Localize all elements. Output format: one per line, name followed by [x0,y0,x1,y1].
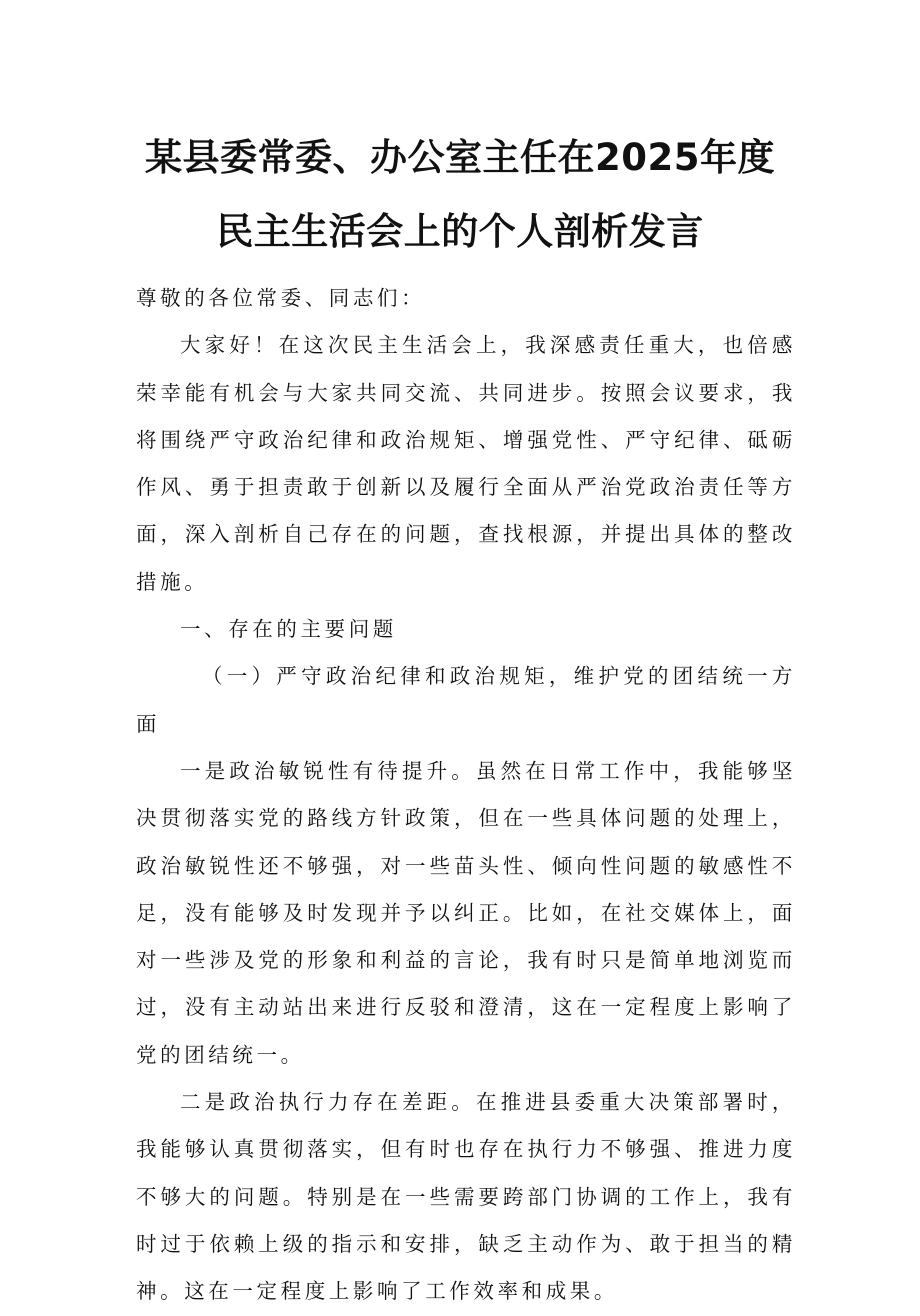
paragraph-point-1: 一是政治敏锐性有待提升。虽然在日常工作中，我能够坚决贯彻落实党的路线方针政策，但在一些具体问题的处理上，政治敏锐性还不够强，对一些苗头性、倾向性问题的敏感性不足，没有能够及时发现并予以纠正。比如，在社交媒体上，面对一些涉及党的形象和利益的言论，我有时只是简单地浏览而过，没有主动站出来进行反驳和澄清，这在一定程度上影响了党的团结统一。 [136,758,796,1067]
greeting: 尊敬的各位常委、同志们： [136,286,426,310]
paragraph-intro: 大家好！在这次民主生活会上，我深感责任重大，也倍感荣幸能有机会与大家共同交流、共同进步。按照会议要求，我将围绕严守政治纪律和政治规矩、增强党性、严守纪律、砥砺作风、勇于担责敢于创新以及履行全面从严治党政治责任等方面，深入剖析自己存在的问题，查找根源，并提出具体的整改措施。 [136,333,796,594]
document-title-line-1: 某县委常委、办公室主任在2025年度 [145,136,775,179]
paragraph-point-2: 二是政治执行力存在差距。在推进县委重大决策部署时，我能够认真贯彻落实，但有时也存在执行力不够强、推进力度不够大的问题。特别是在一些需要跨部门协调的工作上，我有时过于依赖上级的指示和安排，缺乏主动作为、敢于担当的精神。这在一定程度上影响了工作效率和成果。 [136,1090,796,1304]
document-title-line-2: 民主生活会上的个人剖析发言 [216,210,704,253]
subsection-heading: （一）严守政治纪律和政治规矩，维护党的团结统一方面 [136,664,796,736]
document-body [136,275,796,1316]
section-heading: 一、存在的主要问题 [180,617,397,642]
